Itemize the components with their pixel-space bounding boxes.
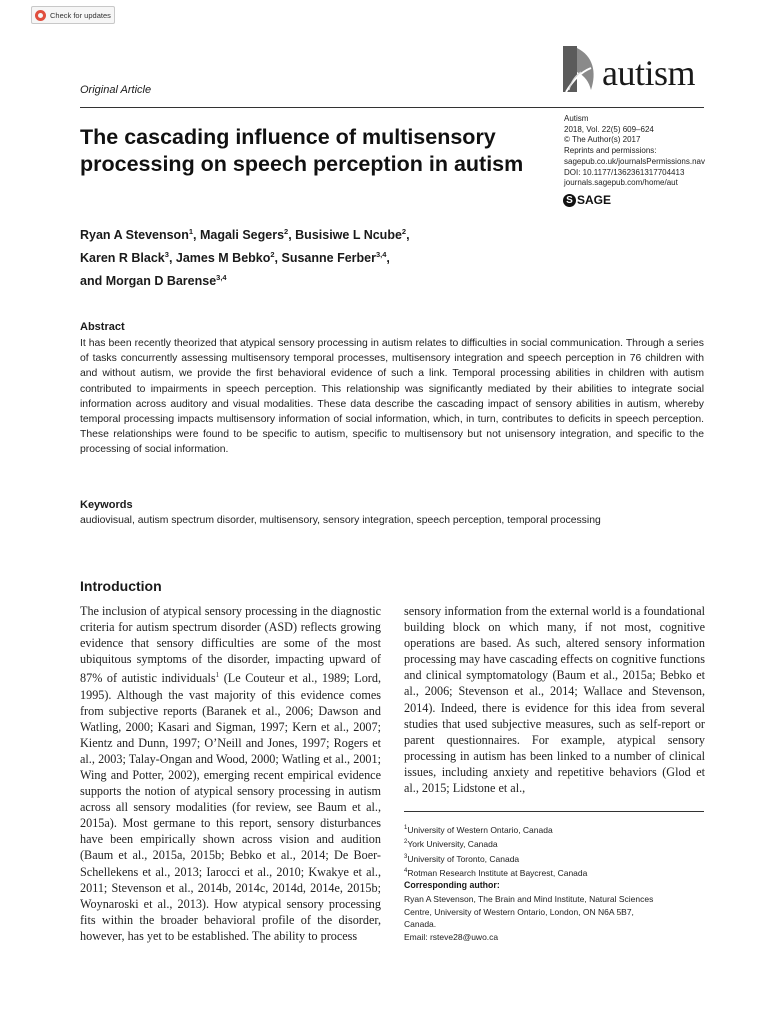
article-type: Original Article: [80, 84, 152, 96]
footnote-divider: [404, 811, 704, 812]
keywords-text: audiovisual, autism spectrum disorder, multisensory, sensory integration, speech perception, temporal processing: [80, 515, 601, 526]
author-affiliation-mark: 2: [401, 227, 407, 236]
author-conjunction: and: [80, 274, 103, 289]
meta-journal: Autism: [564, 114, 589, 123]
keywords-heading: Keywords: [80, 499, 133, 511]
updates-icon: [35, 10, 46, 21]
affiliation-item: [404, 836, 704, 850]
author-affiliation-mark: 3,4: [216, 273, 227, 283]
introduction-left-column: [80, 603, 381, 944]
meta-journal-link[interactable]: journals.sagepub.com/home/aut: [564, 178, 678, 188]
introduction-right-column: sensory information from the external world is a foundational building block on which many, if not most, cognitive operations are based. As such, altered sensory information processing may have cascading effects on cognitive functions and clinical symptomatology (Baum et al., 2015a; Bebko et al., 2006; Stevenson et al., 2014; Wallace and Stevenson, 2014). Indeed, there is evidence for this idea from several studies that used subjective measures, such as self-report or parent questionnaires. For example, atypical sensory processing in autism has been linked to a number of clinical issues, including anxiety and repetitive behaviors (Glod et al., 2015; Lidstone et al.,: [404, 604, 705, 796]
publisher-name: SAGE: [577, 193, 612, 207]
corresponding-line: Centre, University of Western Ontario, London, ON N6A 5B7,: [404, 906, 634, 917]
author-name: James M Bebko: [175, 251, 271, 266]
author-affiliation-mark: 3: [164, 250, 169, 260]
author-name: Magali Segers: [199, 228, 285, 243]
affiliation-text: Rotman Research Institute at Baycrest, Canada: [407, 868, 588, 879]
author-name: Morgan D Barense: [105, 274, 217, 289]
check-for-updates-label: Check for updates: [50, 10, 111, 20]
affiliation-text: York University, Canada: [407, 839, 498, 850]
body-text: (Le Couteur et al., 1989; Lord, 1995). Although the vast majority of this evidence comes from subjective reports (Baranek et al., 2006; Dawson and Watling, 2000; Kasari and Sigman, 1997; Kern et al., 2007; Kientz and Dunn, 1997; O’Neill and Jones, 1997; Rogers et al., 2003; Talay-Ongan and Wood, 2000; Watling et al., 2001; Wing and Potter, 2002), emerging recent empirical evidence supports the notion of atypical sensory processing in autism across all sensory modalities (for review, see Baum et al., 2015a). Most germane to this report, sensory disturbances have been empirically shown across vision and audition (Baum et al., 2015a, 2015b; Bebko et al., 2014; De Boer-Schellekens et al., 2013; Iarocci et al., 2010; Kwakye et al., 2011; Stevenson et al., 2014b, 2014c, 2014d, 2014e, 2015b; Woynaroski et al., 2013). How atypical sensory processing fits within the broader behavioral profile of the disorder, however, has yet to be established. The ability to process: [80, 671, 381, 943]
meta-copyright: © The Author(s) 2017: [564, 135, 641, 145]
article-title: The cascading influence of multisensory processing on speech perception in autism: [80, 125, 524, 176]
introduction-heading: Introduction: [80, 578, 162, 594]
author-list: Ryan A Stevenson$^1$, Magali Segers$^2$, Busisiwe L Ncube$^2$, Karen R Black$^3$, James M Bebko$^2$, Susanne Ferber$^{3,4}$, and Morgan D Barense$^{3,4}$: [80, 227, 410, 289]
author-name: Ryan A Stevenson: [80, 228, 189, 243]
corresponding-email[interactable]: Email: rsteve28@uwo.ca: [404, 931, 499, 942]
affiliation-item: [404, 851, 704, 865]
affiliation-number: 1: [404, 825, 408, 831]
sage-icon: S: [563, 194, 576, 207]
affiliation-text: University of Toronto, Canada: [407, 853, 520, 864]
abstract-heading: Abstract: [80, 321, 125, 333]
author-affiliation-mark: 3,4: [375, 250, 387, 260]
author-affiliation-mark: 2: [284, 227, 289, 236]
footnote-mark: 1: [215, 671, 220, 680]
affiliation-text: University of Western Ontario, Canada: [407, 824, 553, 835]
journal-logo-text: autism: [602, 53, 695, 93]
corresponding-author-heading: Corresponding author:: [404, 880, 500, 890]
corresponding-author-details: [404, 893, 704, 943]
abstract-text: It has been recently theorized that atypical sensory processing in autism relates to difficulties in social communication. Through a series of tasks concurrently assessing multisensory temporal processes, multisensory integration and speech perception in 76 children with and without autism, we provide the first behavioral evidence of such a link. Temporal processing abilities in children with autism contributed to impairments in speech perception. This relationship was significantly mediated by their abilities to integrate social information across auditory and visual modalities. These data describe the cascading impact of sensory abilities in autism, whereby temporal processing impacts multisensory information of social information, which, in turn, contributes to deficits in speech perception. These relationships were found to be specific to autism, specific to multisensory but not unisensory integration, and specific to the processing of social information.: [80, 338, 704, 456]
affiliation-number: 3: [404, 853, 408, 860]
meta-permissions-link[interactable]: sagepub.co.uk/journalsPermissions.nav: [564, 156, 705, 166]
check-for-updates-button[interactable]: [31, 6, 115, 24]
author-name: Karen R Black: [80, 251, 165, 266]
affiliation-item: [404, 822, 704, 836]
journal-meta: [564, 114, 744, 189]
meta-reprints: Reprints and permissions:: [564, 146, 657, 156]
meta-doi[interactable]: DOI: 10.1177/1362361317704413: [564, 167, 685, 177]
author-affiliation-mark: 1: [188, 227, 193, 236]
affiliation-number: 2: [404, 839, 408, 846]
author-affiliation-mark: 2: [270, 250, 275, 260]
affiliations: [404, 822, 704, 880]
corresponding-line: Canada.: [404, 919, 437, 930]
publisher-logo: [563, 193, 611, 207]
affiliation-item: [404, 865, 704, 879]
body-text: The inclusion of atypical sensory processing in the diagnostic criteria for autism spectrum disorder (ASD) reflects growing evidence that sensory difficulties are some of the most ubiquitous symptoms of the disorder, impacting upward of 87% of autistic individuals: [80, 604, 381, 686]
author-name: Susanne Ferber: [281, 251, 376, 266]
meta-volume: 2018, Vol. 22(5) 609–624: [564, 124, 654, 134]
author-name: Busisiwe L Ncube: [295, 228, 402, 243]
header-divider: [80, 107, 704, 108]
corresponding-line: Ryan A Stevenson, The Brain and Mind Institute, Natural Sciences: [404, 894, 654, 904]
affiliation-number: 4: [404, 868, 408, 875]
